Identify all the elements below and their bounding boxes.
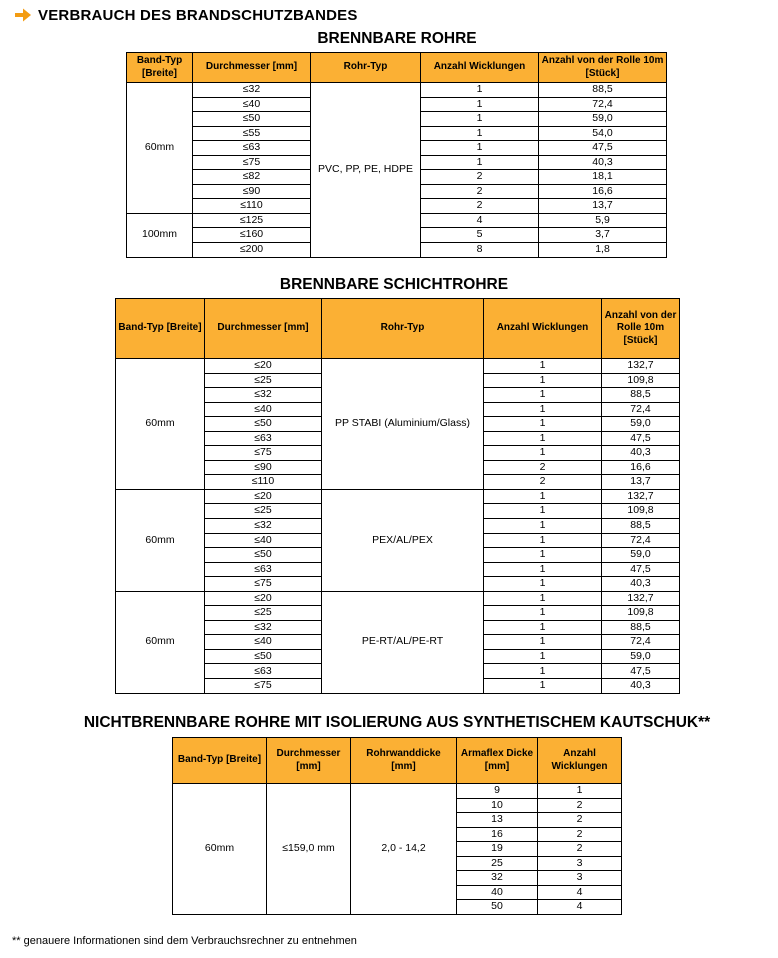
section2-title: BRENNBARE SCHICHTROHRE xyxy=(279,276,509,293)
windings-cell: 1 xyxy=(484,606,602,621)
armaflex-thickness-cell: 32 xyxy=(457,871,538,886)
windings-cell: 1 xyxy=(484,562,602,577)
windings-cell: 1 xyxy=(484,489,602,504)
table-row xyxy=(116,591,680,606)
per-roll-cell: 72,4 xyxy=(602,533,680,548)
diameter-cell: ≤90 xyxy=(205,460,322,475)
per-roll-cell: 40,3 xyxy=(602,577,680,592)
windings-cell: 1 xyxy=(421,112,539,127)
table-row xyxy=(116,489,680,504)
windings-cell: 1 xyxy=(484,548,602,563)
table-row xyxy=(173,784,622,799)
windings-cell: 1 xyxy=(484,664,602,679)
windings-cell: 1 xyxy=(421,141,539,156)
armaflex-thickness-cell: 9 xyxy=(457,784,538,799)
diameter-cell: ≤32 xyxy=(205,388,322,403)
diameter-cell: ≤40 xyxy=(205,402,322,417)
col-header: Band-Typ [Breite] xyxy=(173,738,267,784)
diameter-cell: ≤110 xyxy=(205,475,322,490)
section3-title: NICHTBRENNBARE ROHRE MIT ISOLIERUNG AUS SYNTHETISCHEM KAUTSCHUK** xyxy=(83,714,711,731)
windings-cell: 1 xyxy=(484,431,602,446)
per-roll-cell: 40,3 xyxy=(602,679,680,694)
diameter-cell: ≤63 xyxy=(205,562,322,577)
diameter-cell: ≤55 xyxy=(193,126,311,141)
armaflex-thickness-cell: 25 xyxy=(457,856,538,871)
col-header: Rohrwanddicke [mm] xyxy=(351,738,457,784)
per-roll-cell: 47,5 xyxy=(539,141,667,156)
windings-cell: 1 xyxy=(484,649,602,664)
windings-cell: 1 xyxy=(484,620,602,635)
orange-right-arrow-icon xyxy=(14,7,32,23)
armaflex-thickness-cell: 10 xyxy=(457,798,538,813)
pipe-type-cell: PE-RT/AL/PE-RT xyxy=(322,591,484,693)
armaflex-thickness-cell: 13 xyxy=(457,813,538,828)
table-brennbare-rohre xyxy=(126,52,667,258)
windings-cell: 2 xyxy=(538,827,622,842)
armaflex-thickness-cell: 50 xyxy=(457,900,538,915)
per-roll-cell: 54,0 xyxy=(539,126,667,141)
per-roll-cell: 18,1 xyxy=(539,170,667,185)
windings-cell: 2 xyxy=(421,199,539,214)
diameter-cell: ≤40 xyxy=(193,97,311,112)
diameter-cell: ≤75 xyxy=(193,155,311,170)
per-roll-cell: 88,5 xyxy=(602,620,680,635)
section1-title: BRENNBARE ROHRE xyxy=(317,30,477,47)
band-type-cell: 100mm xyxy=(127,213,193,257)
diameter-cell: ≤63 xyxy=(205,431,322,446)
band-type-cell: 60mm xyxy=(116,591,205,693)
per-roll-cell: 109,8 xyxy=(602,504,680,519)
col-header: Anzahl Wicklungen xyxy=(484,299,602,359)
table-row xyxy=(116,359,680,374)
armaflex-thickness-cell: 19 xyxy=(457,842,538,857)
diameter-cell: ≤159,0 mm xyxy=(267,784,351,915)
windings-cell: 2 xyxy=(421,184,539,199)
diameter-cell: ≤32 xyxy=(205,519,322,534)
col-header: Anzahl von der Rolle 10m [Stück] xyxy=(539,53,667,83)
windings-cell: 3 xyxy=(538,856,622,871)
windings-cell: 1 xyxy=(484,635,602,650)
band-type-cell: 60mm xyxy=(173,784,267,915)
per-roll-cell: 47,5 xyxy=(602,664,680,679)
windings-cell: 2 xyxy=(421,170,539,185)
per-roll-cell: 132,7 xyxy=(602,359,680,374)
windings-cell: 5 xyxy=(421,228,539,243)
diameter-cell: ≤82 xyxy=(193,170,311,185)
windings-cell: 1 xyxy=(484,577,602,592)
col-header: Rohr-Typ xyxy=(322,299,484,359)
diameter-cell: ≤63 xyxy=(205,664,322,679)
band-type-cell: 60mm xyxy=(116,489,205,591)
per-roll-cell: 72,4 xyxy=(539,97,667,112)
per-roll-cell: 5,9 xyxy=(539,213,667,228)
pipe-type-cell: PP STABI (Aluminium/Glass) xyxy=(322,359,484,490)
windings-cell: 1 xyxy=(421,126,539,141)
diameter-cell: ≤25 xyxy=(205,504,322,519)
windings-cell: 1 xyxy=(484,591,602,606)
armaflex-thickness-cell: 16 xyxy=(457,827,538,842)
diameter-cell: ≤125 xyxy=(193,213,311,228)
diameter-cell: ≤200 xyxy=(193,243,311,258)
per-roll-cell: 132,7 xyxy=(602,591,680,606)
per-roll-cell: 40,3 xyxy=(602,446,680,461)
per-roll-cell: 47,5 xyxy=(602,562,680,577)
windings-cell: 1 xyxy=(484,533,602,548)
per-roll-cell: 16,6 xyxy=(602,460,680,475)
windings-cell: 2 xyxy=(538,842,622,857)
windings-cell: 8 xyxy=(421,243,539,258)
per-roll-cell: 72,4 xyxy=(602,635,680,650)
windings-cell: 4 xyxy=(421,213,539,228)
diameter-cell: ≤75 xyxy=(205,446,322,461)
diameter-cell: ≤40 xyxy=(205,533,322,548)
diameter-cell: ≤160 xyxy=(193,228,311,243)
col-header: Durchmesser [mm] xyxy=(205,299,322,359)
per-roll-cell: 132,7 xyxy=(602,489,680,504)
diameter-cell: ≤63 xyxy=(193,141,311,156)
footnote: ** genauere Informationen sind dem Verbrauchsrechner zu entnehmen xyxy=(12,935,357,947)
diameter-cell: ≤50 xyxy=(193,112,311,127)
windings-cell: 1 xyxy=(484,388,602,403)
diameter-cell: ≤20 xyxy=(205,359,322,374)
windings-cell: 2 xyxy=(538,798,622,813)
per-roll-cell: 88,5 xyxy=(539,83,667,98)
windings-cell: 1 xyxy=(421,155,539,170)
per-roll-cell: 59,0 xyxy=(602,649,680,664)
per-roll-cell: 109,8 xyxy=(602,606,680,621)
diameter-cell: ≤75 xyxy=(205,679,322,694)
windings-cell: 4 xyxy=(538,900,622,915)
diameter-cell: ≤40 xyxy=(205,635,322,650)
per-roll-cell: 59,0 xyxy=(602,417,680,432)
diameter-cell: ≤50 xyxy=(205,649,322,664)
diameter-cell: ≤110 xyxy=(193,199,311,214)
diameter-cell: ≤90 xyxy=(193,184,311,199)
per-roll-cell: 59,0 xyxy=(602,548,680,563)
page-title: VERBRAUCH DES BRANDSCHUTZBANDES xyxy=(38,6,358,24)
windings-cell: 2 xyxy=(484,460,602,475)
wall-thickness-cell: 2,0 - 14,2 xyxy=(351,784,457,915)
per-roll-cell: 109,8 xyxy=(602,373,680,388)
windings-cell: 1 xyxy=(484,402,602,417)
pipe-type-cell: PEX/AL/PEX xyxy=(322,489,484,591)
per-roll-cell: 40,3 xyxy=(539,155,667,170)
diameter-cell: ≤32 xyxy=(205,620,322,635)
per-roll-cell: 16,6 xyxy=(539,184,667,199)
windings-cell: 1 xyxy=(484,446,602,461)
windings-cell: 2 xyxy=(538,813,622,828)
diameter-cell: ≤75 xyxy=(205,577,322,592)
diameter-cell: ≤32 xyxy=(193,83,311,98)
per-roll-cell: 88,5 xyxy=(602,388,680,403)
per-roll-cell: 59,0 xyxy=(539,112,667,127)
col-header: Anzahl Wicklungen xyxy=(421,53,539,83)
per-roll-cell: 13,7 xyxy=(539,199,667,214)
col-header: Band-Typ [Breite] xyxy=(116,299,205,359)
table-brennbare-schichtrohre xyxy=(115,298,680,694)
diameter-cell: ≤20 xyxy=(205,489,322,504)
col-header: Armaflex Dicke [mm] xyxy=(457,738,538,784)
windings-cell: 1 xyxy=(484,504,602,519)
diameter-cell: ≤25 xyxy=(205,373,322,388)
table-row xyxy=(127,83,667,98)
col-header: Durchmesser [mm] xyxy=(267,738,351,784)
diameter-cell: ≤50 xyxy=(205,417,322,432)
windings-cell: 1 xyxy=(484,679,602,694)
per-roll-cell: 72,4 xyxy=(602,402,680,417)
windings-cell: 1 xyxy=(484,417,602,432)
windings-cell: 1 xyxy=(421,97,539,112)
diameter-cell: ≤25 xyxy=(205,606,322,621)
windings-cell: 1 xyxy=(538,784,622,799)
col-header: Anzahl von der Rolle 10m [Stück] xyxy=(602,299,680,359)
armaflex-thickness-cell: 40 xyxy=(457,885,538,900)
per-roll-cell: 3,7 xyxy=(539,228,667,243)
per-roll-cell: 47,5 xyxy=(602,431,680,446)
windings-cell: 1 xyxy=(484,359,602,374)
col-header: Band-Typ [Breite] xyxy=(127,53,193,83)
col-header: Durchmesser [mm] xyxy=(193,53,311,83)
windings-cell: 4 xyxy=(538,885,622,900)
table-nichtbrennbare-rohre xyxy=(172,737,622,915)
windings-cell: 3 xyxy=(538,871,622,886)
per-roll-cell: 1,8 xyxy=(539,243,667,258)
col-header: Anzahl Wicklungen xyxy=(538,738,622,784)
diameter-cell: ≤20 xyxy=(205,591,322,606)
diameter-cell: ≤50 xyxy=(205,548,322,563)
windings-cell: 2 xyxy=(484,475,602,490)
page-header xyxy=(14,4,358,26)
windings-cell: 1 xyxy=(484,519,602,534)
pipe-type-cell: PVC, PP, PE, HDPE xyxy=(311,83,421,258)
windings-cell: 1 xyxy=(421,83,539,98)
windings-cell: 1 xyxy=(484,373,602,388)
per-roll-cell: 88,5 xyxy=(602,519,680,534)
per-roll-cell: 13,7 xyxy=(602,475,680,490)
band-type-cell: 60mm xyxy=(116,359,205,490)
col-header: Rohr-Typ xyxy=(311,53,421,83)
band-type-cell: 60mm xyxy=(127,83,193,214)
